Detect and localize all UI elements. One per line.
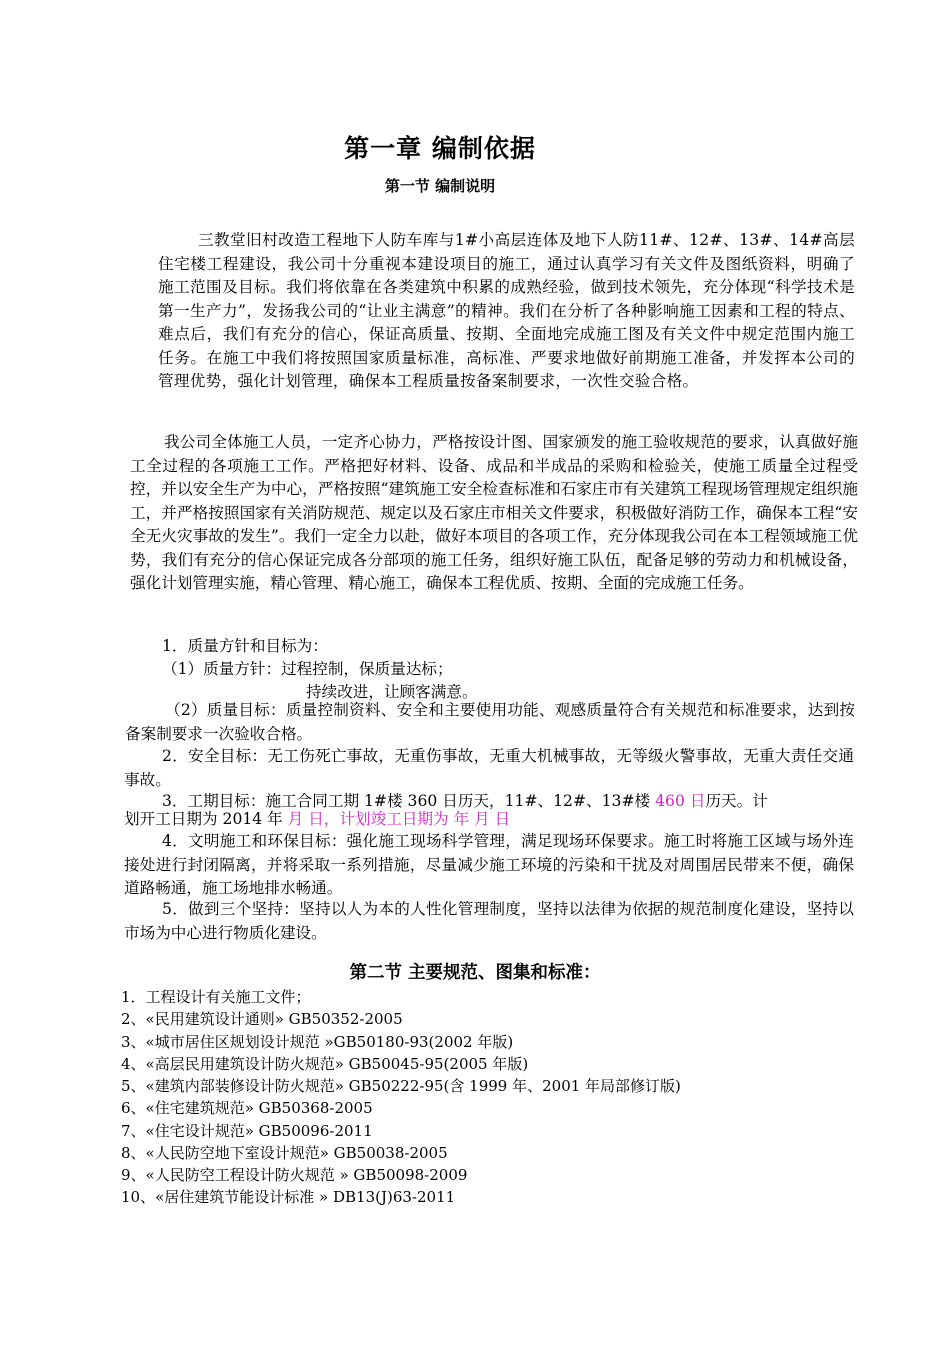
- commitment-paragraph: 我公司全体施工人员，一定齐心协力，严格按设计图、国家颁发的施工验收规范的要求，认真做好施工全过程的各项施工工作。严格把好材料、设备、成品和半成品的采购和检验关，使施工质量全过程受控，并以安全生产为中心，严格按照“建筑施工安全检查标准和石家庄市有关建筑工程现场管理规定组织施工，并严格按照国家有关消防规范、规定以及石家庄市相关文件要求，积极做好消防工作，确保本工程“安全无火灾事故的发生”。我们一定全力以赴，做好本项目的各项工作，充分体现我公司在本工程领域施工优势，我们有充分的信心保证完成各分部项的施工任务，组织好施工队伍，配备足够的劳动力和机械设备，强化计划管理实施，精心管理、精心施工，确保本工程优质、按期、全面的完成施工任务。: [130, 433, 858, 592]
- completion-date-text: 月 日，计划竣工日期为 年 月 日: [287, 810, 511, 828]
- list-item: 3、«城市居住区规划设计规范 »GB50180-93(2002 年版): [121, 1033, 514, 1051]
- list-item: 10、«居住建筑节能设计标准 » DB13(J)63-2011: [121, 1188, 456, 1206]
- list-item: 8、«人民防空地下室设计规范» GB50038-2005: [121, 1144, 448, 1162]
- period-days: 460 日: [655, 792, 706, 810]
- quality-policy: （1）质量方针：过程控制，保质量达标；: [162, 660, 453, 678]
- three-persistence: 5．做到三个坚持：坚持以人为本的人性化管理制度，坚持以法律为依据的规范制度化建设，坚持以市场为中心进行物质化建设。: [124, 900, 854, 942]
- chapter-title: 第一章 编制依据: [344, 134, 536, 163]
- quality-goal: （2）质量目标：质量控制资料、安全和主要使用功能、观感质量符合有关规范和标准要求，达到按备案制要求一次验收合格。: [125, 701, 855, 743]
- list-item: 9、«人民防空工程设计防火规范 » GB50098-2009: [121, 1166, 468, 1184]
- list-item: 5、«建筑内部装修设计防火规范» GB50222-95(含 1999 年、2001 年局部修订版): [121, 1077, 681, 1095]
- quality-heading: 1．质量方针和目标为：: [162, 637, 328, 655]
- quality-policy-continued: 持续改进，让顾客满意。: [306, 683, 478, 701]
- period-goal-text-end: 历天。计: [705, 792, 768, 810]
- list-item: 1．工程设计有关施工文件；: [121, 988, 311, 1006]
- list-item: 4、«高层民用建筑设计防火规范» GB50045-95(2005 年版): [121, 1055, 529, 1073]
- period-goal-text: 3．工期目标：施工合同工期 1#楼 360 日历天，11#、12#、13#楼: [162, 792, 656, 810]
- list-item: 2、«民用建筑设计通则» GB50352-2005: [121, 1010, 403, 1028]
- start-date-text: 划开工日期为 2014 年: [124, 810, 288, 828]
- section-title-2: 第二节 主要规范、图集和标准：: [349, 963, 601, 983]
- safety-goal: 2．安全目标：无工伤死亡事故，无重伤事故，无重大机械事故，无等级火警事故，无重大责任交通事故。: [124, 747, 854, 789]
- section-title-1: 第一节 编制说明: [384, 177, 496, 195]
- list-item: 6、«住宅建筑规范» GB50368-2005: [121, 1099, 373, 1117]
- list-item: 7、«住宅设计规范» GB50096-2011: [121, 1122, 373, 1140]
- civil-construction-goal: 4．文明施工和环保目标：强化施工现场科学管理，满足现场环保要求。施工时将施工区域与场外连接处进行封闭隔离，并将采取一系列措施，尽量减少施工环境的污染和干扰及对周围居民带来不便，确保道路畅通，施工场地排水畅通。: [124, 832, 854, 897]
- intro-paragraph: 三教堂旧村改造工程地下人防车库与1#小高层连体及地下人防11#、12#、13#、14#高层住宅楼工程建设，我公司十分重视本建设项目的施工，通过认真学习有关文件及图纸资料，明确了施工范围及目标。我们将依靠在各类建筑中积累的成熟经验，做到技术领先，充分体现“科学技术是第一生产力”，发扬我公司的“让业主满意”的精神。我们在分析了各种影响施工因素和工程的特点、难点后，我们有充分的信心，保证高质量、按期、全面地完成施工图及有关文件中规定范围内施工任务。在施工中我们将按照国家质量标准，高标准、严要求地做好前期施工准备，并发挥本公司的管理优势，强化计划管理，确保本工程质量按备案制要求，一次性交验合格。: [158, 231, 855, 390]
- period-goal-line2: [124, 808, 510, 832]
